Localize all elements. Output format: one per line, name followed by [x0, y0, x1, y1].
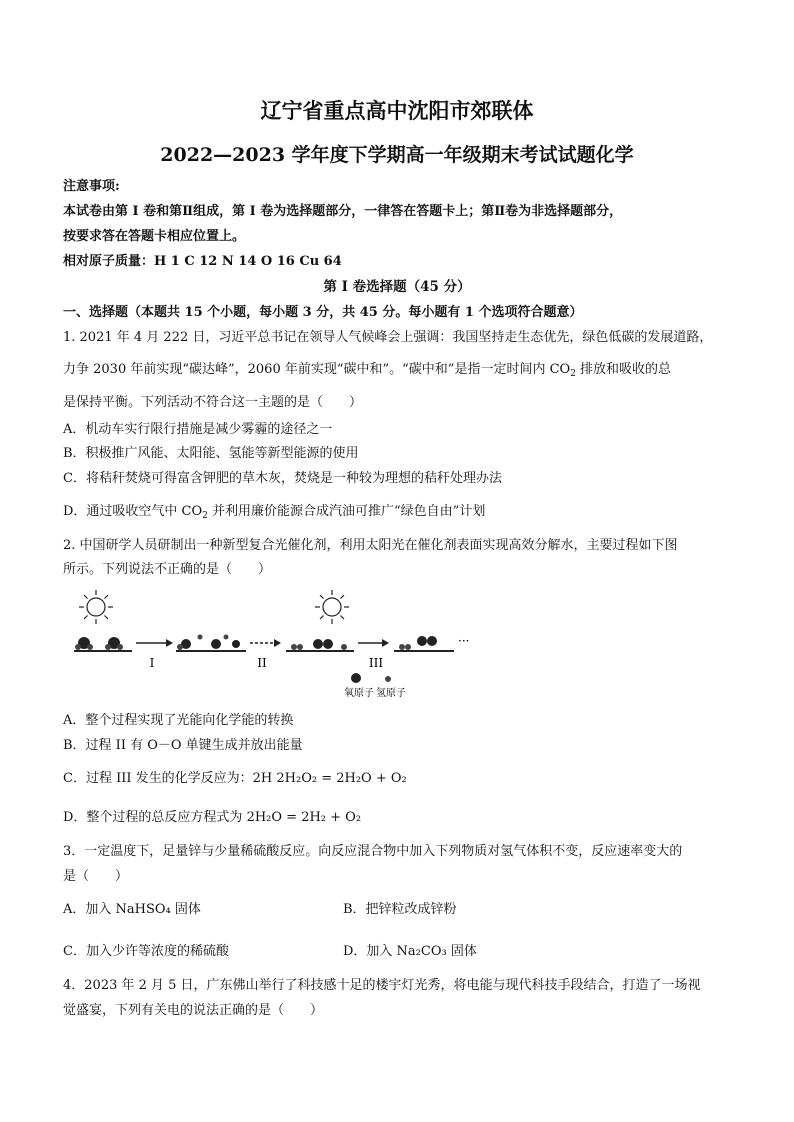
q3-options-row1 [63, 898, 743, 917]
q1-option-c: C．将秸秆焚烧可得富含钾肥的草木灰，焚烧是一种较为理想的秸秆处理办法 [63, 471, 502, 486]
hydrogen-legend-marker [385, 676, 391, 682]
step-label-1: I [149, 656, 155, 670]
catalyst-surface-stage2 [286, 639, 354, 651]
catalyst-surface-stage0 [74, 637, 132, 651]
arrow-icon [250, 639, 281, 647]
arrow-icon [358, 639, 389, 647]
part-heading: 一、选择题（本题共 15 个小题，每小题 3 分，共 45 分。每小题有 1 个选项符合题意） [63, 305, 583, 320]
notice-line1: 本试卷由第 I 卷和第Ⅱ组成，第 I 卷为选择题部分，一律答在答题卡上；第Ⅱ卷为非选择题部分， [63, 204, 623, 219]
q2-option-b: B．过程 II 有 O－O 单键生成并放出能量 [63, 738, 303, 753]
q4-line2: 觉盛宴，下列有关电的说法正确的是（ ） [63, 1003, 324, 1018]
q1-option-a: A．机动车实行限行措施是减少雾霾的途径之一 [63, 422, 333, 437]
legend-hydrogen: 氢原子 [376, 688, 406, 699]
q3-line2: 是（ ） [63, 869, 129, 884]
exam-title-line2: 2022—2023 学年度下学期高一年级期末考试试题化学 [160, 144, 634, 166]
q1-line1: 1. 2021 年 4 月 222 日，习近平总书记在领导人气候峰会上强调：我国坚持走生态优先，绿色低碳的发展道路， [63, 330, 713, 345]
q2-line1: 2. 中国研学人员研制出一种新型复合光催化剂，利用太阳光在催化剂表面实现高效分解水，主要过程如下图 [63, 538, 678, 553]
water-splitting-diagram [70, 585, 490, 700]
sun-icon [79, 590, 113, 624]
q3-options-row2 [63, 940, 743, 959]
q2-line2: 所示。下列说法不正确的是（ ） [63, 562, 272, 577]
catalyst-surface-stage1 [176, 635, 246, 652]
catalyst-surface-stage3 [394, 636, 454, 651]
section-title: 第 I 卷选择题（45 分） [323, 279, 471, 295]
sun-icon [315, 590, 349, 624]
q2-option-a: A．整个过程实现了光能向化学能的转换 [63, 713, 294, 728]
q3-option-b: B．把锌粒改成锌粉 [343, 902, 457, 917]
q2-option-c: C．过程 III 发生的化学反应为：2H 2H₂O₂ = 2H₂O + O₂ [63, 771, 407, 786]
diagram-ellipsis: ··· [458, 634, 470, 648]
q4-line1: 4．2023 年 2 月 5 日，广东佛山举行了科技感十足的楼宇灯光秀，将电能与现代科技手段结合，打造了一场视 [63, 978, 701, 993]
q3-option-a: A．加入 NaHSO₄ 固体 [63, 902, 201, 917]
notice-line2: 按要求答在答题卡相应位置上。 [63, 229, 246, 244]
q3-option-c: C．加入少许等浓度的稀硫酸 [63, 944, 229, 959]
q1-option-b: B．积极推广风能、太阳能、氢能等新型能源的使用 [63, 446, 359, 461]
step-label-3: III [368, 656, 384, 670]
exam-title-line1: 辽宁省重点高中沈阳市郊联体 [260, 98, 534, 123]
q1-option-d: D．通过吸收空气中 $CO_2$ 并利用廉价能源合成汽油可推广“绿色自由”计划 [63, 504, 486, 521]
step-label-2: II [257, 656, 267, 670]
oxygen-legend-marker [351, 673, 361, 683]
legend-oxygen: 氧原子 [344, 688, 374, 699]
q3-line1: 3．一定温度下，足量锌与少量稀硫酸反应。向反应混合物中加入下列物质对氢气体积不变，反应速率变大的 [63, 844, 683, 859]
q1-line3: 是保持平衡。下列活动不符合这一主题的是（ ） [63, 395, 363, 410]
q3-option-d: D．加入 Na₂CO₃ 固体 [343, 944, 477, 959]
notice-heading: 注意事项: [63, 179, 120, 194]
q1-line2: 力争 2030 年前实现“碳达峰”，2060 年前实现“碳中和”。“碳中和”是指一定时间内 $CO_2$ 排放和吸收的总 [63, 362, 672, 379]
arrow-icon [136, 639, 173, 647]
atomic-mass: 相对原子质量：H 1 C 12 N 14 O 16 Cu 64 [63, 254, 342, 269]
q2-option-d: D．整个过程的总反应方程式为 2H₂O = 2H₂ + O₂ [63, 810, 362, 825]
